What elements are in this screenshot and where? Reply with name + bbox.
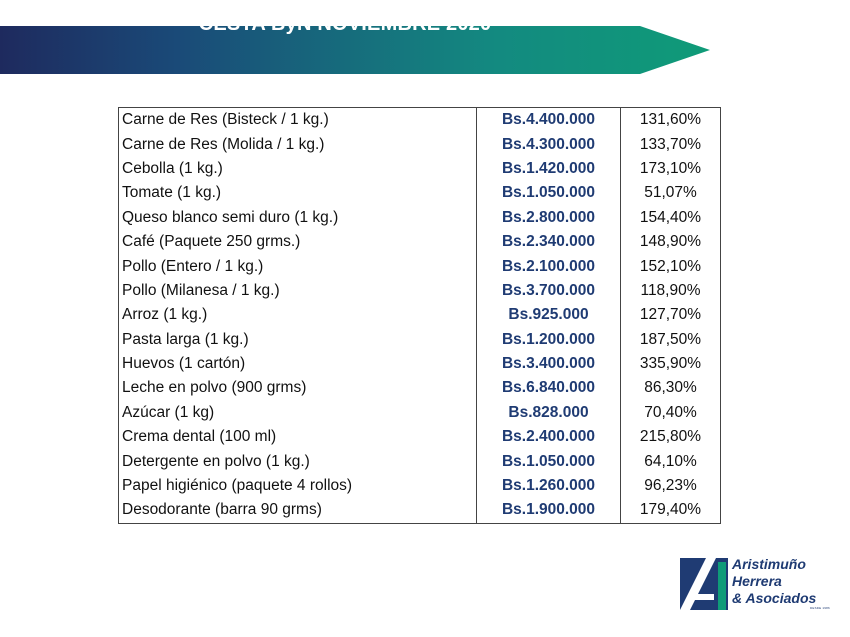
table-row	[119, 425, 721, 449]
logo-tagline: DESDE 1986	[810, 606, 830, 610]
percent-change-cell: 51,07%	[621, 181, 721, 205]
table-row	[119, 449, 721, 473]
item-name-cell: Tomate (1 kg.)	[119, 181, 477, 205]
price-cell: Bs.1.050.000	[477, 449, 621, 473]
price-table	[118, 107, 721, 524]
item-name-cell: Detergente en polvo (1 kg.)	[119, 449, 477, 473]
table-row	[119, 181, 721, 205]
item-name-cell: Azúcar (1 kg)	[119, 401, 477, 425]
price-cell: Bs.4.400.000	[477, 108, 621, 133]
price-cell: Bs.1.420.000	[477, 157, 621, 181]
item-name-cell: Huevos (1 cartón)	[119, 352, 477, 376]
price-cell: Bs.1.200.000	[477, 328, 621, 352]
table-row	[119, 401, 721, 425]
item-name-cell: Carne de Res (Bisteck / 1 kg.)	[119, 108, 477, 133]
item-name-cell: Queso blanco semi duro (1 kg.)	[119, 206, 477, 230]
table-row	[119, 376, 721, 400]
percent-change-cell: 133,70%	[621, 132, 721, 156]
table-row	[119, 352, 721, 376]
item-name-cell: Leche en polvo (900 grms)	[119, 376, 477, 400]
item-name-cell: Pasta larga (1 kg.)	[119, 328, 477, 352]
item-name-cell: Café (Paquete 250 grms.)	[119, 230, 477, 254]
percent-change-cell: 96,23%	[621, 474, 721, 498]
percent-change-cell: 179,40%	[621, 498, 721, 523]
item-name-cell: Pollo (Entero / 1 kg.)	[119, 254, 477, 278]
item-name-cell: Cebolla (1 kg.)	[119, 157, 477, 181]
percent-change-cell: 152,10%	[621, 254, 721, 278]
price-cell: Bs.828.000	[477, 401, 621, 425]
percent-change-cell: 127,70%	[621, 303, 721, 327]
table-row	[119, 206, 721, 230]
page-title: CESTA ByN NOVIEMBRE 2020	[198, 13, 492, 35]
price-cell: Bs.1.260.000	[477, 474, 621, 498]
item-name-cell: Desodorante (barra 90 grms)	[119, 498, 477, 523]
price-cell: Bs.1.900.000	[477, 498, 621, 523]
company-logo	[680, 556, 830, 612]
percent-change-cell: 64,10%	[621, 449, 721, 473]
price-cell: Bs.6.840.000	[477, 376, 621, 400]
percent-change-cell: 70,40%	[621, 401, 721, 425]
item-name-cell: Crema dental (100 ml)	[119, 425, 477, 449]
item-name-cell: Pollo (Milanesa / 1 kg.)	[119, 279, 477, 303]
table-row	[119, 230, 721, 254]
price-cell: Bs.2.340.000	[477, 230, 621, 254]
percent-change-cell: 215,80%	[621, 425, 721, 449]
logo-line-3: & Asociados	[732, 590, 817, 606]
price-cell: Bs.2.800.000	[477, 206, 621, 230]
price-cell: Bs.4.300.000	[477, 132, 621, 156]
price-cell: Bs.3.400.000	[477, 352, 621, 376]
table-row	[119, 254, 721, 278]
logo-text	[732, 556, 832, 607]
table-row	[119, 303, 721, 327]
percent-change-cell: 187,50%	[621, 328, 721, 352]
price-cell: Bs.2.400.000	[477, 425, 621, 449]
percent-change-cell: 148,90%	[621, 230, 721, 254]
table-row	[119, 498, 721, 523]
item-name-cell: Carne de Res (Molida / 1 kg.)	[119, 132, 477, 156]
price-cell: Bs.2.100.000	[477, 254, 621, 278]
price-cell: Bs.3.700.000	[477, 279, 621, 303]
table-row	[119, 132, 721, 156]
price-cell: Bs.925.000	[477, 303, 621, 327]
logo-mark-icon	[680, 558, 728, 610]
logo-line-1: Aristimuño	[732, 556, 806, 572]
item-name-cell: Arroz (1 kg.)	[119, 303, 477, 327]
percent-change-cell: 86,30%	[621, 376, 721, 400]
table-row	[119, 157, 721, 181]
item-name-cell: Papel higiénico (paquete 4 rollos)	[119, 474, 477, 498]
table-row	[119, 279, 721, 303]
percent-change-cell: 118,90%	[621, 279, 721, 303]
percent-change-cell: 131,60%	[621, 108, 721, 133]
table-row	[119, 328, 721, 352]
percent-change-cell: 173,10%	[621, 157, 721, 181]
table-row	[119, 108, 721, 133]
logo-line-2: Herrera	[732, 573, 782, 589]
percent-change-cell: 335,90%	[621, 352, 721, 376]
percent-change-cell: 154,40%	[621, 206, 721, 230]
table-row	[119, 474, 721, 498]
price-cell: Bs.1.050.000	[477, 181, 621, 205]
